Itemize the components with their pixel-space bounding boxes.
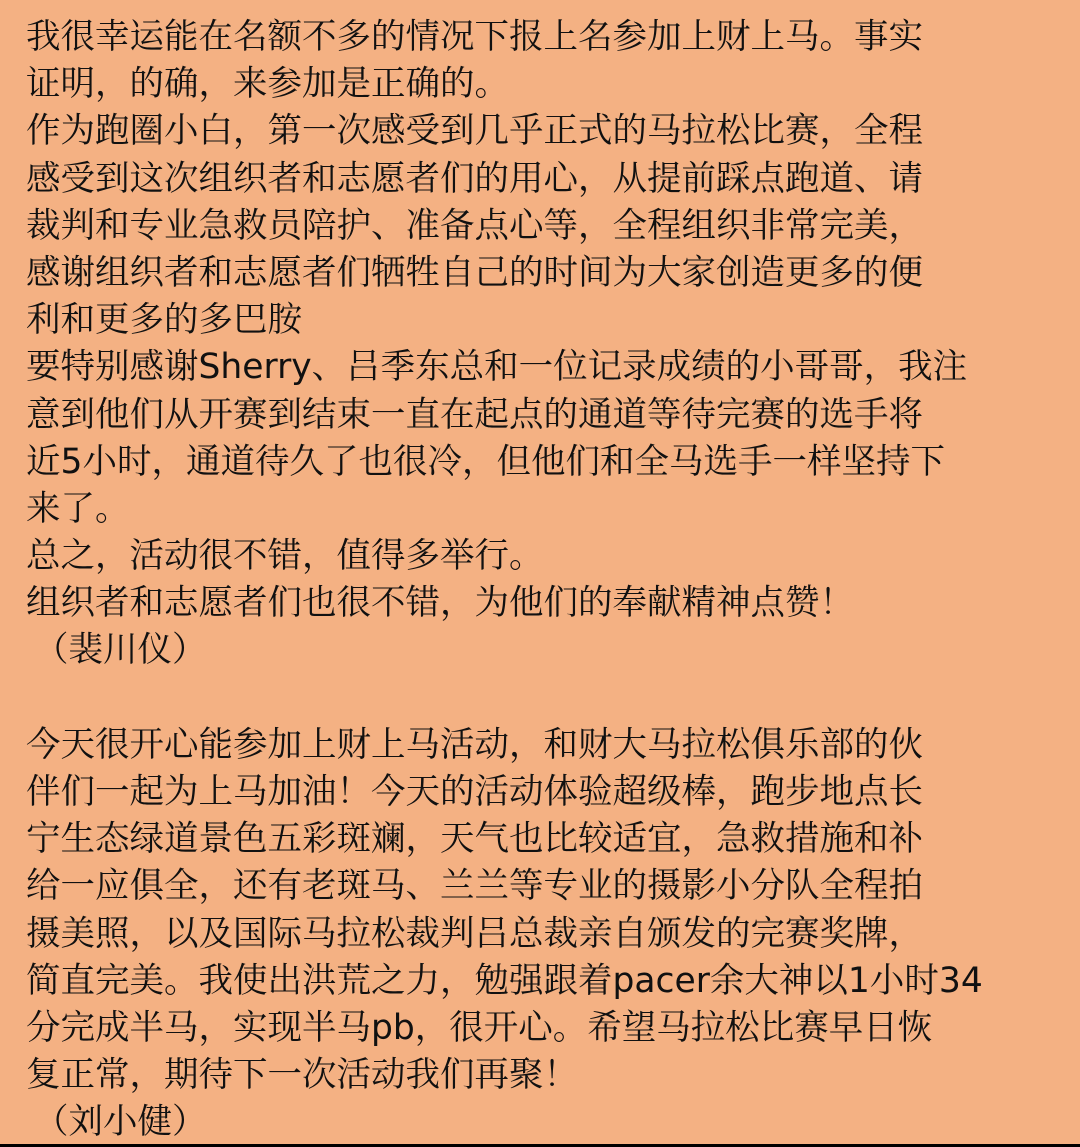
paragraph-line: 感受到这次组织者和志愿者们的用心，从提前踩点跑道、请 bbox=[26, 158, 923, 199]
paragraph-line: 要特别感谢Sherry、吕季东总和一位记录成绩的小哥哥，我注 bbox=[26, 347, 968, 388]
section-spacer bbox=[26, 675, 1058, 722]
paragraph-line: 伴们一起为上马加油！今天的活动体验超级棒，跑步地点长 bbox=[26, 772, 923, 812]
paragraph-line: 今天很开心能参加上财上马活动，和财大马拉松俱乐部的伙 bbox=[26, 724, 923, 765]
author-signature: （刘小健） bbox=[34, 1102, 207, 1143]
paragraph-line: 摄美照，以及国际马拉松裁判吕总裁亲自颁发的完赛奖牌， bbox=[26, 913, 923, 954]
testimonial-1 bbox=[26, 14, 1058, 675]
paragraph-line: 组织者和志愿者们也很不错，为他们的奉献精神点赞！ bbox=[26, 583, 854, 624]
author-signature: （裴川仪） bbox=[34, 630, 207, 671]
paragraph-line: 分完成半马，实现半马pb，很开心。希望马拉松比赛早日恢 bbox=[26, 1007, 933, 1048]
paragraph-line: 我很幸运能在名额不多的情况下报上名参加上财上马。事实 bbox=[26, 17, 923, 57]
paragraph-line: 证明，的确，来参加是正确的。 bbox=[26, 64, 509, 105]
paragraph-line: 近5小时，通道待久了也很冷，但他们和全马选手一样坚持下 bbox=[26, 441, 945, 482]
paragraph-line: 给一应俱全，还有老斑马、兰兰等专业的摄影小分队全程拍 bbox=[26, 866, 923, 907]
paragraph-line: 意到他们从开赛到结束一直在起点的通道等待完赛的选手将 bbox=[26, 394, 923, 435]
paragraph-line: 宁生态绿道景色五彩斑斓，天气也比较适宜，急救措施和补 bbox=[26, 819, 923, 860]
paragraph-line: 作为跑圈小白，第一次感受到几乎正式的马拉松比赛，全程 bbox=[26, 111, 923, 152]
paragraph-line: 利和更多的多巴胺 bbox=[26, 300, 302, 341]
paragraph-line: 复正常，期待下一次活动我们再聚！ bbox=[26, 1055, 578, 1096]
paragraph-line: 感谢组织者和志愿者们牺牲自己的时间为大家创造更多的便 bbox=[26, 252, 923, 293]
paragraph-line: 来了。 bbox=[26, 488, 130, 529]
testimonial-2 bbox=[26, 722, 1058, 1147]
paragraph-line: 简直完美。我使出洪荒之力，勉强跟着pacer余大神以1小时34 bbox=[26, 960, 983, 1001]
paragraph-line: 裁判和专业急救员陪护、准备点心等，全程组织非常完美， bbox=[26, 205, 923, 246]
paragraph-line: 总之，活动很不错，值得多举行。 bbox=[26, 536, 544, 577]
